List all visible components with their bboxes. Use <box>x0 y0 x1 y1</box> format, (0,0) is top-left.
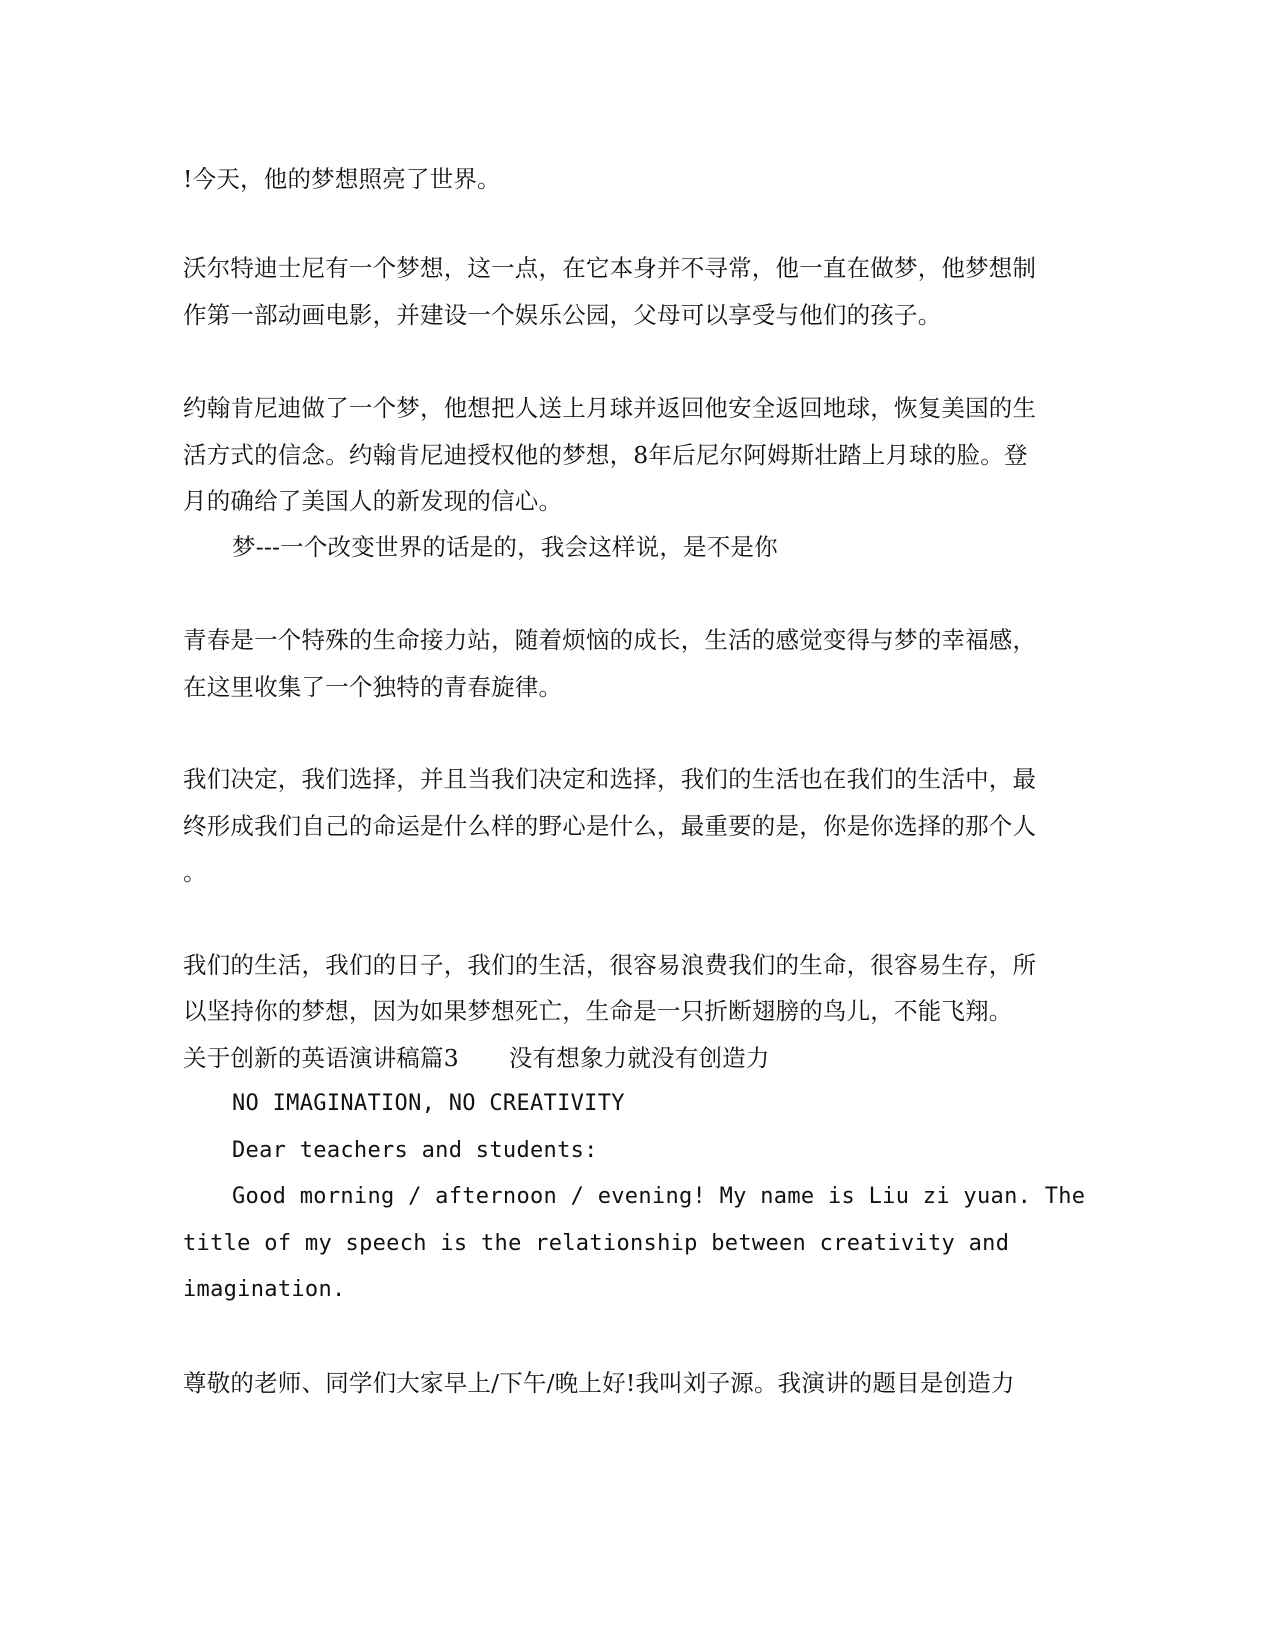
section-heading <box>183 1043 770 1073</box>
text-line: 我们决定，我们选择，并且当我们决定和选择，我们的生活也在我们的生活中，最 <box>183 765 1037 793</box>
text-line: 终形成我们自己的命运是什么样的野心是什么，最重要的是，你是你选择的那个人 <box>183 812 1037 840</box>
heading-subtitle: 没有想象力就没有创造力 <box>508 1044 770 1072</box>
text-line: 梦---一个改变世界的话是的，我会这样说，是不是你 <box>232 533 778 561</box>
text-line: 在这里收集了一个独特的青春旋律。 <box>183 673 563 701</box>
text-line: 尊敬的老师、同学们大家早上/下午/晚上好!我叫刘子源。我演讲的题目是创造力 <box>183 1369 1015 1397</box>
text-line: 月的确给了美国人的新发现的信心。 <box>183 487 563 515</box>
text-line: 作第一部动画电影，并建设一个娱乐公园，父母可以享受与他们的孩子。 <box>183 301 942 329</box>
heading-title: 关于创新的英语演讲稿篇3 <box>183 1044 459 1072</box>
text-line: 沃尔特迪士尼有一个梦想，这一点，在它本身并不寻常，他一直在做梦，他梦想制 <box>183 254 1037 282</box>
text-line: 约翰肯尼迪做了一个梦，他想把人送上月球并返回他安全返回地球，恢复美国的生 <box>183 394 1037 422</box>
text-line: !今天，他的梦想照亮了世界。 <box>183 165 501 193</box>
text-line: title of my speech is the relationship between creativity and <box>183 1231 1010 1256</box>
text-line: 。 <box>183 858 207 886</box>
text-line: 青春是一个特殊的生命接力站，随着烦恼的成长，生活的感觉变得与梦的幸福感， <box>183 626 1037 654</box>
text-line: imagination. <box>183 1277 346 1302</box>
text-line: Good morning / afternoon / evening! My name is Liu zi yuan. The <box>232 1184 1086 1209</box>
text-line: 活方式的信念。约翰肯尼迪授权他的梦想，8年后尼尔阿姆斯壮踏上月球的脸。登 <box>183 441 1028 469</box>
text-line: 我们的生活，我们的日子，我们的生活，很容易浪费我们的生命，很容易生存，所 <box>183 951 1037 979</box>
text-line: 以坚持你的梦想，因为如果梦想死亡，生命是一只折断翅膀的鸟儿，不能飞翔。 <box>183 997 1013 1025</box>
english-title: NO IMAGINATION, NO CREATIVITY <box>232 1091 625 1116</box>
text-line: Dear teachers and students: <box>232 1138 598 1163</box>
